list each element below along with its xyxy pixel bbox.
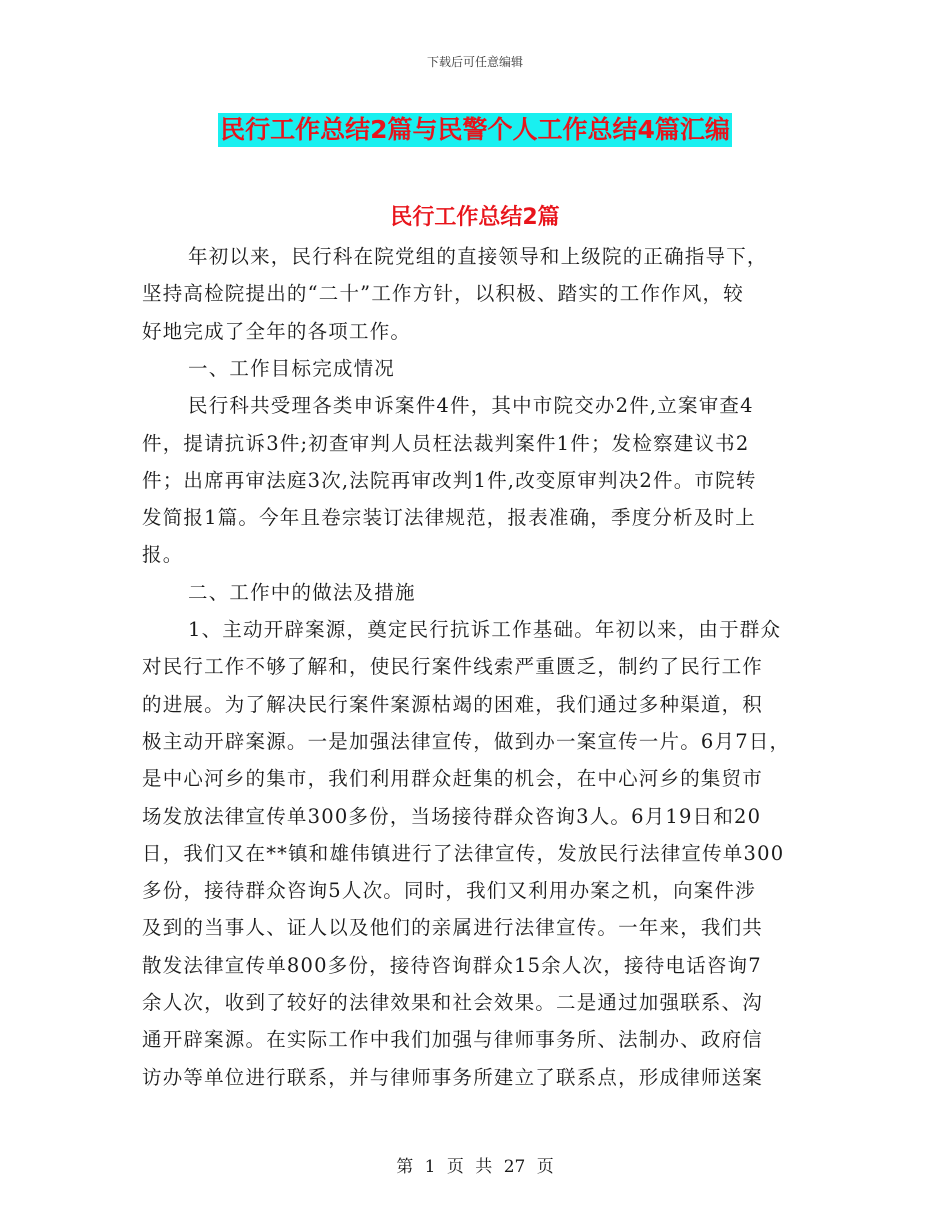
- body-text-line: 通开辟案源。在实际工作中我们加强与律师事务所、法制办、政府信: [142, 1028, 764, 1052]
- body-text-line: 1、主动开辟案源，奠定民行抗诉工作基础。年初以来，由于群众: [188, 618, 782, 641]
- section-title: 民行工作总结2篇: [390, 205, 560, 230]
- document-title-container: [0, 113, 950, 147]
- body-text-line: 是中心河乡的集市，我们利用群众赶集的机会，在中心河乡的集贸市: [142, 767, 764, 791]
- body-text-line: 日，我们又在**镇和雄伟镇进行了法律宣传，发放民行法律宣传单300: [142, 841, 785, 865]
- body-text-line: 多份，接待群众咨询5人次。同时，我们又利用办案之机，向案件涉: [142, 879, 756, 903]
- body-text-line: 场发放法律宣传单300多份，当场接待群众咨询3人。6月19日和20: [142, 804, 762, 828]
- body-text-line: 极主动开辟案源。一是加强法律宣传，做到办一案宣传一片。6月7日，: [142, 729, 791, 753]
- body-text-line: 对民行工作不够了解和，使民行案件线索严重匮乏，制约了民行工作: [142, 655, 764, 679]
- body-text-line: 民行科共受理各类申诉案件4件，其中市院交办2件,立案审查4: [188, 394, 754, 418]
- body-text-line: 件；出席再审法庭3次,法院再审改判1件,改变原审判决2件。市院转: [142, 468, 757, 492]
- body-text-line: 余人次，收到了较好的法律效果和社会效果。二是通过加强联系、沟: [142, 991, 764, 1014]
- body-text-line: 年初以来，民行科在院党组的直接领导和上级院的正确指导下，: [188, 245, 768, 268]
- body-text-line: 坚持高检院提出的“二十”工作方针，以积极、踏实的工作作风，较: [142, 282, 744, 306]
- body-text-line: 发简报1篇。今年且卷宗装订法律规范，报表准确，季度分析及时上: [142, 506, 756, 530]
- body-text-line: 二、工作中的做法及措施: [188, 580, 416, 604]
- body-text-line: 访办等单位进行联系，并与律师事务所建立了联系点，形成律师送案: [142, 1065, 764, 1089]
- body-text-line: 报。: [142, 543, 184, 567]
- body-text-line: 一、工作目标完成情况: [188, 356, 396, 380]
- body-text-line: 散发法律宣传单800多份，接待咨询群众15余人次，接待电话咨询7: [142, 953, 762, 977]
- body-text-line: 及到的当事人、证人以及他们的亲属进行法律宣传。一年来，我们共: [142, 916, 764, 940]
- page-header-note: 下载后可任意编辑: [426, 55, 523, 69]
- document-title: 民行工作总结2篇与民警个人工作总结4篇汇编: [218, 113, 732, 147]
- body-text-line: 的进展。为了解决民行案件案源枯竭的困难，我们通过多种渠道，积: [142, 692, 764, 716]
- body-text-line: 件，提请抗诉3件;初查审判人员枉法裁判案件1件；发检察建议书2: [142, 431, 750, 455]
- page-footer: 第 1 页 共 27 页: [396, 1157, 554, 1177]
- body-text-line: 好地完成了全年的各项工作。: [142, 319, 412, 343]
